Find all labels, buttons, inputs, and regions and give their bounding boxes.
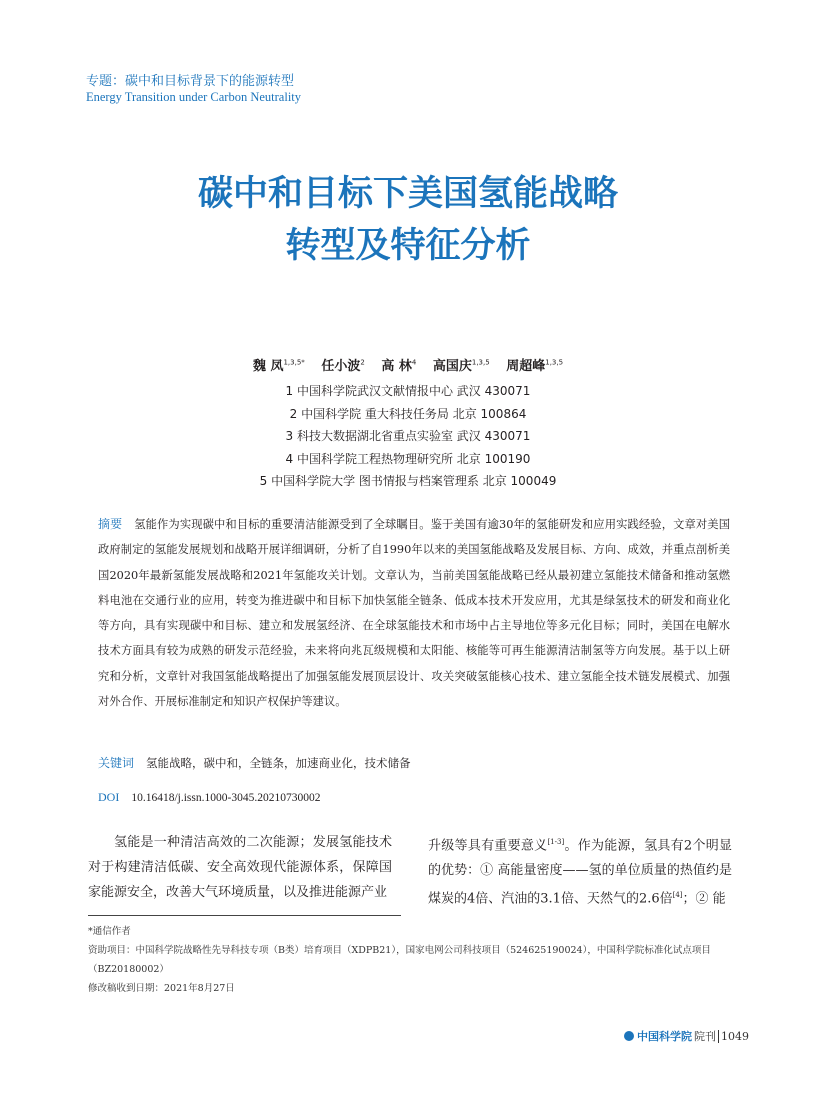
title-line-1: 碳中和目标下美国氢能战略: [197, 174, 618, 214]
doi-label: DOI: [98, 790, 120, 804]
body-column-right: [428, 830, 732, 912]
abstract-text: 氢能作为实现碳中和目标的重要清洁能源受到了全球瞩目。鉴于美国有逾30年的氢能研发和应用实践经验，文章对美国政府制定的氢能发展规划和战略开展详细调研，分析了自1990年以来的美国氢能战略及发展目标、方向、成效，并重点剖析美国2020年最新氢能发展战略和2021年氢能攻关计划。文章认为，当前美国氢能战略已经从最初建立氢能技术储备和推动氢燃料电池在交通行业的应用，转变为推进碳中和目标下加快氢能全链条、低成本技术开发应用，尤其是绿氢技术的研发和商业化等方向，具有实现碳中和目标、建立和发展氢经济、在全球氢能技术和市场中占主导地位等多元化目标；同时，美国在电解水技术方面具有较为成熟的研发示范经验，未来将向兆瓦级规模和太阳能、核能等可再生能源清洁制氢等方向发展。基于以上研究和分析，文章针对我国氢能战略提出了加强氢能发展顶层设计、攻关突破氢能核心技术、建立氢能全技术链发展模式、加强对外合作、开展标准制定和知识产权保护等建议。: [98, 518, 730, 709]
author: 高国庆$^{1,3,5}$: [432, 358, 490, 374]
affiliation: 4 中国科学院工程热物理研究所 北京 100190: [285, 451, 531, 466]
doi-value[interactable]: 10.16418/j.issn.1000-3045.20210730002: [131, 792, 321, 804]
footnote-corresponding: *通信作者: [88, 926, 131, 937]
body-text: 升级等具有重要意义: [428, 838, 548, 854]
abstract-label: 摘要: [98, 517, 123, 531]
author: 周超峰$^{1,3,5}$: [506, 358, 564, 374]
citation-ref[interactable]: [4]: [672, 891, 683, 900]
cas-logo-icon: [624, 1031, 634, 1041]
keywords-label: 关键词: [98, 756, 135, 770]
affiliation: 3 科技大数据湖北省重点实验室 武汉 430071: [285, 429, 531, 443]
article-title: [0, 168, 816, 272]
affiliation-list: [0, 380, 816, 493]
keywords-text: 氢能战略，碳中和，全链条，加速商业化，技术储备: [146, 756, 411, 770]
affiliation: 2 中国科学院 重大科技任务局 北京 100864: [289, 406, 527, 421]
body-paragraph: 氢能是一种清洁高效的二次能源；发展氢能技术对于构建清洁低碳、安全高效现代能源体系，保障国家能源安全，改善大气环境质量，以及推进能源产业: [88, 835, 392, 900]
page-number: 1049: [721, 1029, 749, 1043]
abstract: [98, 512, 730, 714]
author: 任小波$^2$: [321, 358, 365, 374]
footnote-funding: 资助项目：中国科学院战略性先导科技专项（B类）培育项目（XDPB21），国家电网公司科技项目（524625190024），中国科学院标准化试点项目（BZ20180002）: [88, 945, 711, 975]
author: 高 林$^4$: [381, 358, 417, 374]
footer-divider: [718, 1030, 719, 1043]
author: 魏 凤$^{1,3,5*}$: [252, 358, 305, 374]
affiliation: 1 中国科学院武汉文献情报中心 武汉 430071: [285, 384, 531, 398]
journal-logo: 中国科学院: [624, 1028, 692, 1044]
keywords: [98, 754, 411, 771]
footnotes: [88, 922, 748, 998]
author-list: [0, 355, 816, 374]
body-column-left: [88, 830, 392, 905]
series-title-en: Energy Transition under Carbon Neutrality: [86, 90, 302, 104]
footnote-received-date: 修改稿收到日期：2021年8月27日: [88, 983, 235, 994]
body-text: 。作为能源，氢具有2个明显的优势：① 高能量密度——氢的单位质量的热值约是煤炭的4倍、汽油的3.1倍、天然气的2.6倍: [428, 838, 732, 907]
series-title-cn: 专题：碳中和目标背景下的能源转型: [86, 74, 295, 89]
body-text: ；② 能: [682, 891, 726, 907]
title-line-2: 转型及特征分析: [285, 226, 531, 266]
citation-ref[interactable]: [1-3]: [547, 838, 565, 846]
journal-section: 院刊: [694, 1030, 716, 1043]
affiliation: 5 中国科学院大学 图书情报与档案管理系 北京 100049: [259, 474, 557, 488]
footnote-divider: [88, 915, 401, 916]
page-footer: [624, 1028, 749, 1044]
doi: [98, 790, 320, 805]
